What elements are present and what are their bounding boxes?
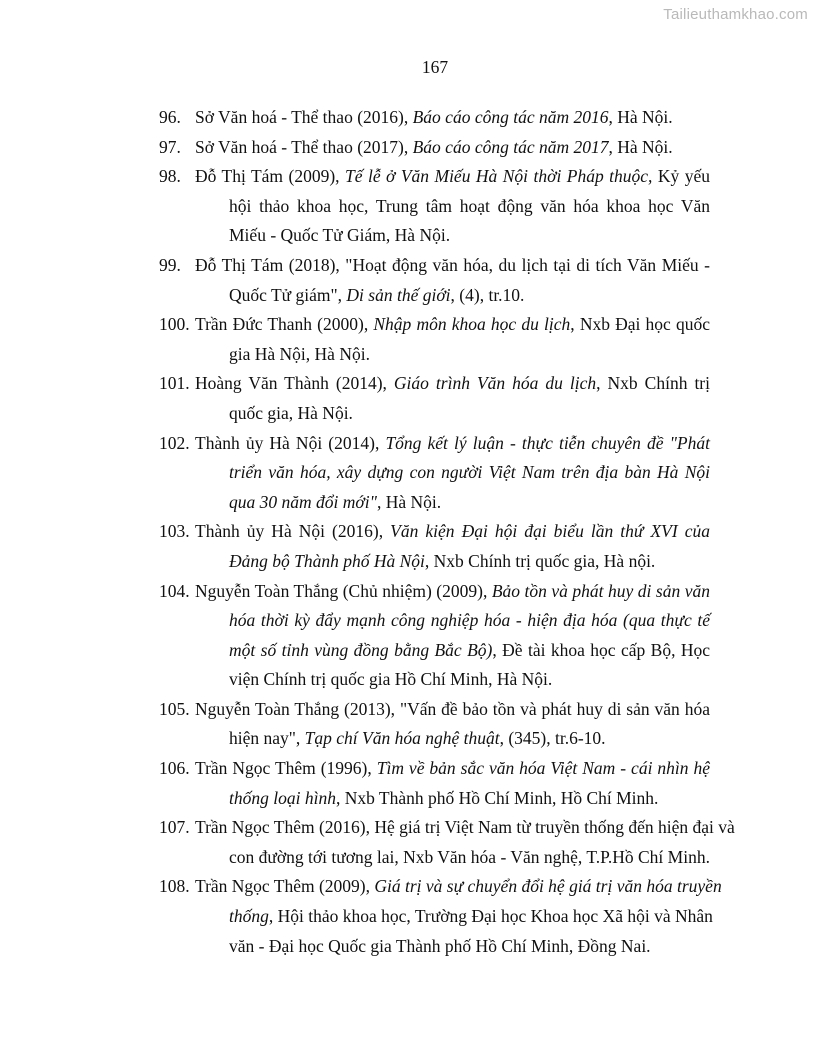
reference-italic-text: Tạp chí Văn hóa nghệ thuật	[304, 728, 500, 749]
reference-text: Thành ủy Hà Nội (2014),	[195, 432, 386, 453]
reference-text: , Đề tài khoa học cấp Bộ, Học	[492, 639, 711, 660]
reference-text: Kỷ yếu	[652, 166, 710, 187]
reference-text: gia Hà Nội, Hà Nội.	[229, 343, 370, 364]
reference-text: hội thảo khoa học, Trung tâm hoạt động văn hóa khoa học Văn	[229, 195, 710, 216]
reference-item	[0, 577, 710, 695]
reference-item	[0, 695, 710, 754]
reference-line	[229, 192, 710, 222]
reference-text: Trần Ngọc Thêm (2009),	[195, 876, 375, 897]
reference-line	[229, 606, 710, 636]
reference-line	[195, 133, 710, 163]
reference-line	[229, 665, 710, 695]
reference-line	[195, 813, 735, 843]
reference-number: 98.	[159, 166, 181, 187]
reference-text: hiện nay",	[229, 728, 305, 749]
reference-text: Trần Ngọc Thêm (1996),	[195, 758, 377, 779]
reference-item	[0, 103, 710, 133]
reference-text: Hoàng Văn Thành (2014),	[195, 373, 394, 394]
reference-item	[0, 517, 710, 576]
reference-text: , Nxb Đại học quốc	[570, 314, 710, 335]
reference-item	[0, 813, 735, 872]
reference-number: 107.	[159, 817, 190, 838]
reference-italic-text: triển văn hóa, xây dựng con người Việt Nam trên địa bàn Hà Nội	[229, 462, 710, 483]
reference-line	[229, 902, 713, 932]
reference-italic-text: Bảo tồn và phát huy di sản văn	[491, 580, 710, 601]
reference-text: Miếu - Quốc Tử Giám, Hà Nội.	[229, 225, 451, 246]
reference-item	[0, 133, 710, 163]
reference-number: 106.	[159, 758, 190, 779]
reference-text: , Hà Nội.	[608, 136, 673, 157]
reference-line	[229, 488, 710, 518]
reference-text: Thành ủy Hà Nội (2016),	[195, 521, 391, 542]
reference-text: Đỗ Thị Tám (2018), "Hoạt động văn hóa, du lịch tại di tích Văn Miếu -	[195, 254, 710, 275]
reference-text: Nguyễn Toàn Thắng (Chủ nhiệm) (2009),	[195, 580, 492, 601]
reference-line	[195, 754, 710, 784]
reference-italic-text: Di sản thế giới	[346, 284, 451, 305]
reference-line	[195, 103, 710, 133]
reference-text: , Hà Nội.	[376, 491, 442, 512]
reference-italic-text: Nhập môn khoa học du lịch	[373, 314, 571, 335]
reference-line	[229, 547, 710, 577]
reference-line	[195, 695, 710, 725]
reference-number: 100.	[159, 314, 190, 335]
reference-text: Trần Đức Thanh (2000),	[195, 314, 374, 335]
reference-number: 99.	[159, 254, 181, 275]
reference-number: 103.	[159, 521, 190, 542]
reference-text: Đỗ Thị Tám (2009),	[195, 166, 345, 187]
reference-item	[0, 754, 710, 813]
reference-number: 108.	[159, 876, 190, 897]
reference-italic-text: thống loại hình	[229, 787, 336, 808]
reference-list	[0, 103, 735, 961]
reference-line	[195, 251, 710, 281]
reference-line	[229, 932, 710, 962]
reference-text: quốc gia, Hà Nội.	[229, 402, 353, 423]
reference-line	[195, 872, 722, 902]
reference-italic-text: Giá trị và sự chuyển đổi hệ giá trị văn hóa truyền	[374, 876, 722, 897]
reference-text: Nguyễn Toàn Thắng (2013), "Vấn đề bảo tồn và phát huy di sản văn hóa	[195, 698, 710, 719]
reference-item	[0, 429, 710, 518]
reference-text: Sở Văn hoá - Thể thao (2017),	[195, 136, 413, 157]
reference-line	[229, 340, 710, 370]
reference-text: văn - Đại học Quốc gia Thành phố Hồ Chí Minh, Đồng Nai.	[229, 935, 651, 956]
reference-italic-text: Báo cáo công tác năm 2017	[412, 136, 609, 157]
reference-italic-text: qua 30 năm đổi mới"	[229, 491, 377, 512]
reference-italic-text: hóa thời kỳ đẩy mạnh công nghiệp hóa - hiện địa hóa (qua thực tế	[229, 610, 710, 631]
reference-line	[195, 369, 710, 399]
page-number: 167	[421, 57, 449, 77]
reference-italic-text: Giáo trình Văn hóa du lịch	[393, 373, 597, 394]
reference-line	[229, 221, 710, 251]
reference-item	[0, 872, 722, 961]
reference-number: 101.	[159, 373, 190, 394]
reference-line	[195, 577, 710, 607]
reference-italic-text: Đảng bộ Thành phố Hà Nội	[229, 550, 425, 571]
reference-item	[0, 369, 710, 428]
reference-text: , Nxb Thành phố Hồ Chí Minh, Hồ Chí Minh.	[335, 787, 659, 808]
reference-italic-text: Tổng kết lý luận - thực tiễn chuyên đề "Phát	[385, 432, 710, 453]
watermark: Tailieuthamkhao.com	[663, 6, 808, 23]
reference-text: Sở Văn hoá - Thể thao (2016),	[195, 107, 413, 127]
reference-line	[229, 458, 710, 488]
reference-line	[229, 843, 710, 873]
reference-text: , (4), tr.10.	[450, 284, 525, 305]
reference-number: 105.	[159, 698, 190, 719]
reference-number: 104.	[159, 580, 190, 601]
reference-line	[229, 784, 710, 814]
reference-text: viện Chính trị quốc gia Hồ Chí Minh, Hà Nội.	[229, 669, 553, 690]
reference-text: con đường tới tương lai, Nxb Văn hóa - Văn nghệ, T.P.Hồ Chí Minh.	[229, 846, 710, 867]
reference-italic-text: Văn kiện Đại hội đại biểu lần thứ XVI của	[390, 521, 710, 542]
reference-line	[195, 310, 710, 340]
reference-text: , Hội thảo khoa học, Trường Đại học Khoa học Xã hội và Nhân	[268, 906, 713, 927]
reference-number: 97.	[159, 136, 181, 157]
reference-text: Trần Ngọc Thêm (2016), Hệ giá trị Việt Nam từ truyền thống đến hiện đại và	[195, 817, 735, 838]
reference-line	[229, 636, 710, 666]
reference-italic-text: một số tỉnh vùng đồng bằng Bắc Bộ)	[229, 639, 493, 660]
reference-text: , Nxb Chính trị quốc gia, Hà nội.	[424, 550, 656, 571]
reference-text: , Hà Nội.	[608, 107, 673, 127]
reference-line	[195, 517, 710, 547]
reference-text: , (345), tr.6-10.	[499, 728, 606, 749]
reference-item	[0, 251, 710, 310]
reference-line	[195, 162, 710, 192]
reference-italic-text: Tế lễ ở Văn Miếu Hà Nội thời Pháp thuộc,	[345, 166, 653, 187]
reference-italic-text: Tìm về bản sắc văn hóa Việt Nam - cái nhìn hệ	[376, 758, 710, 779]
reference-line	[229, 724, 710, 754]
reference-item	[0, 310, 710, 369]
reference-line	[229, 281, 710, 311]
reference-text: , Nxb Chính trị	[596, 373, 710, 394]
reference-number: 102.	[159, 432, 190, 453]
reference-line	[229, 399, 710, 429]
reference-italic-text: Báo cáo công tác năm 2016	[412, 107, 609, 127]
reference-text: Quốc Tử giám",	[229, 284, 347, 305]
reference-item	[0, 162, 710, 251]
reference-number: 96.	[159, 107, 181, 127]
reference-line	[195, 429, 710, 459]
reference-italic-text: thống	[229, 906, 269, 927]
